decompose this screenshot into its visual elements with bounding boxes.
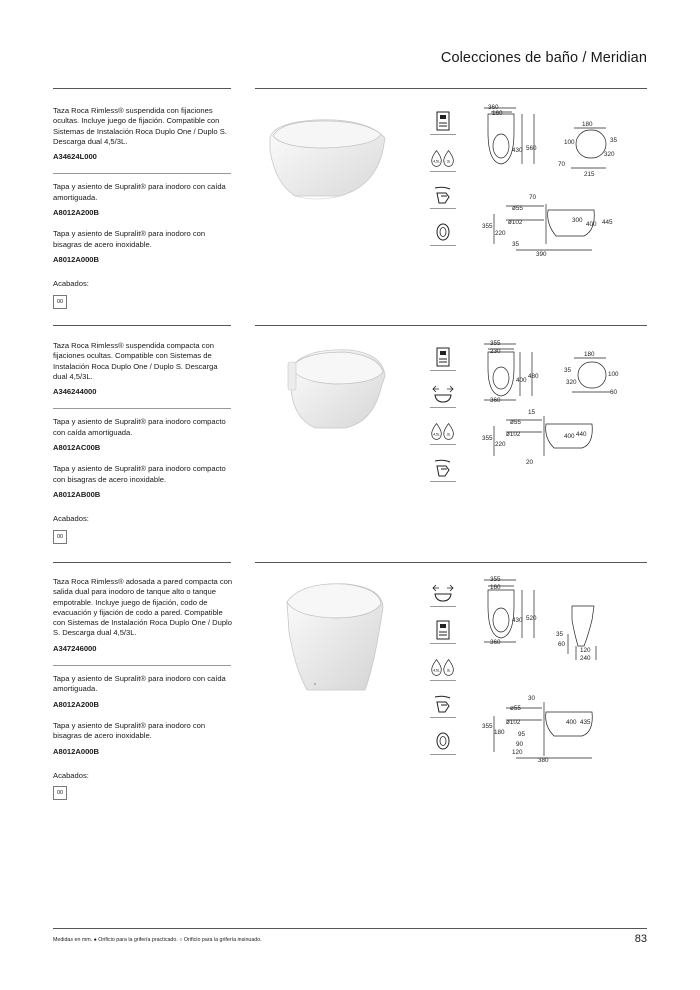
svg-text:480: 480 xyxy=(528,373,539,380)
technical-drawing xyxy=(476,340,651,470)
svg-text:35: 35 xyxy=(610,137,618,144)
product-info xyxy=(53,577,233,800)
floor-standing-toilet-image xyxy=(255,572,405,697)
hand-clean-icon xyxy=(430,182,456,209)
svg-text:380: 380 xyxy=(538,757,549,764)
feature-icons xyxy=(430,580,460,765)
svg-text:3L: 3L xyxy=(446,159,451,164)
feature-icons xyxy=(430,108,460,256)
finishes-label: Acabados: xyxy=(53,770,89,780)
svg-text:35: 35 xyxy=(512,241,520,248)
page-number: 83 xyxy=(634,933,647,945)
compact-wall-hung-toilet-image xyxy=(255,338,405,453)
finishes-label: Acabados: xyxy=(53,514,89,524)
svg-text:430: 430 xyxy=(512,147,523,154)
svg-text:220: 220 xyxy=(495,230,506,237)
svg-text:100: 100 xyxy=(564,139,575,146)
section-rule xyxy=(53,325,231,326)
seat-description: Tapa y asiento de Supralit® para inodoro compacto con caída amortiguada. xyxy=(53,417,226,437)
svg-text:35: 35 xyxy=(556,631,564,638)
svg-text:70: 70 xyxy=(558,161,566,168)
svg-text:360: 360 xyxy=(488,104,499,111)
rimless-icon xyxy=(430,219,456,246)
svg-text:4,5L: 4,5L xyxy=(433,159,440,164)
technical-drawing xyxy=(476,104,651,260)
svg-text:390: 390 xyxy=(536,251,547,258)
feature-icons xyxy=(430,344,460,492)
seat-code: A8012AB00B xyxy=(53,489,101,499)
footer-rule xyxy=(53,928,647,929)
svg-text:ø102: ø102 xyxy=(508,219,523,226)
svg-text:430: 430 xyxy=(512,617,523,624)
finish-swatch[interactable]: 00 xyxy=(53,786,67,800)
seat-description: Tapa y asiento de Supralit® para inodoro con bisagras de acero inoxidable. xyxy=(53,720,206,741)
product-description: Taza Roca Rimless® suspendida compacta con fijaciones ocultas. Compatible con Sistemas de Instalación Roca Duplo One / Duplo S. Descarga dual 4,5/3L. xyxy=(53,341,218,381)
section-rule xyxy=(53,562,231,563)
finish-swatch[interactable]: 00 xyxy=(53,295,67,309)
svg-text:400: 400 xyxy=(566,719,577,726)
hand-clean-icon xyxy=(430,691,456,718)
svg-text:560: 560 xyxy=(526,145,537,152)
svg-text:230: 230 xyxy=(490,348,501,355)
svg-text:4,5L: 4,5L xyxy=(433,432,440,437)
svg-text:355: 355 xyxy=(490,340,501,347)
finish-swatch[interactable]: 00 xyxy=(53,530,67,544)
svg-text:70: 70 xyxy=(529,194,537,201)
svg-text:180: 180 xyxy=(582,121,593,128)
seat-code: A8012A200B xyxy=(53,699,100,709)
svg-text:60: 60 xyxy=(558,641,566,648)
svg-text:440: 440 xyxy=(576,431,587,438)
duplo-frame-icon xyxy=(430,344,456,371)
seat-code: A8012A000B xyxy=(53,254,100,264)
svg-text:355: 355 xyxy=(482,723,493,730)
svg-text:120: 120 xyxy=(580,647,591,654)
rimless-icon xyxy=(430,728,456,755)
svg-text:35: 35 xyxy=(564,367,572,374)
dual-flush-icon xyxy=(430,654,456,681)
svg-text:3L: 3L xyxy=(446,668,451,673)
footer-note: Medidas en mm. ● Orificio para la grifería practicado. ○ Orificio para la grifería insinuado. xyxy=(53,937,262,943)
svg-text:160: 160 xyxy=(492,110,503,117)
svg-text:400: 400 xyxy=(516,377,527,384)
svg-text:60: 60 xyxy=(610,389,618,396)
svg-text:400: 400 xyxy=(564,433,575,440)
seat-description: Tapa y asiento de Supralit® para inodoro compacto con bisagras de acero inoxidable. xyxy=(53,464,226,484)
dual-flush-icon xyxy=(430,145,456,172)
svg-text:180: 180 xyxy=(494,729,505,736)
compact-icon xyxy=(430,381,456,408)
seat-code: A8012AC00B xyxy=(53,443,101,453)
svg-text:320: 320 xyxy=(566,379,577,386)
svg-text:15: 15 xyxy=(528,409,536,416)
svg-text:20: 20 xyxy=(526,459,534,466)
svg-text:215: 215 xyxy=(584,171,595,178)
svg-text:520: 520 xyxy=(526,615,537,622)
svg-text:240: 240 xyxy=(580,655,591,662)
svg-text:120: 120 xyxy=(512,749,523,756)
dual-flush-icon xyxy=(430,418,456,445)
wall-hung-toilet-image xyxy=(255,108,405,223)
svg-text:95: 95 xyxy=(518,731,526,738)
technical-drawing xyxy=(476,576,651,766)
svg-text:400: 400 xyxy=(586,221,597,228)
page-title: Colecciones de baño / Meridian xyxy=(440,50,647,66)
seat-code: A8012A200B xyxy=(53,208,100,218)
svg-text:160: 160 xyxy=(490,584,501,591)
svg-text:100: 100 xyxy=(608,371,619,378)
duplo-frame-icon xyxy=(430,108,456,135)
product-code: A346244000 xyxy=(53,387,97,397)
finishes-label: Acabados: xyxy=(53,279,89,289)
svg-text:180: 180 xyxy=(584,351,595,358)
divider xyxy=(53,665,231,666)
svg-text:ø55: ø55 xyxy=(512,205,523,212)
svg-text:ø55: ø55 xyxy=(510,705,521,712)
section-rule xyxy=(255,325,647,326)
section-rule xyxy=(255,562,647,563)
svg-text:4,5L: 4,5L xyxy=(433,668,440,673)
seat-code: A8012A000B xyxy=(53,746,100,756)
svg-text:30: 30 xyxy=(528,695,536,702)
svg-text:90: 90 xyxy=(516,741,524,748)
svg-text:355: 355 xyxy=(482,223,493,230)
product-code: A347246000 xyxy=(53,643,97,653)
svg-text:220: 220 xyxy=(495,441,506,448)
hand-clean-icon xyxy=(430,455,456,482)
svg-text:ø102: ø102 xyxy=(506,719,521,726)
svg-text:355: 355 xyxy=(482,435,493,442)
svg-text:360: 360 xyxy=(490,397,501,404)
svg-text:3L: 3L xyxy=(446,432,451,437)
section-rule xyxy=(53,88,231,89)
product-info xyxy=(53,341,233,544)
seat-description: Tapa y asiento de Supralit® para inodoro con caída amortiguada. xyxy=(53,182,226,202)
seat-description: Tapa y asiento de Supralit® para inodoro con caída amortiguada. xyxy=(53,674,226,694)
svg-text:445: 445 xyxy=(602,219,613,226)
product-code: A34624L000 xyxy=(53,152,97,162)
section-rule xyxy=(255,88,647,89)
svg-text:320: 320 xyxy=(604,151,615,158)
svg-text:360: 360 xyxy=(490,639,501,646)
svg-text:355: 355 xyxy=(490,576,501,583)
divider xyxy=(53,173,231,174)
svg-text:435: 435 xyxy=(580,719,591,726)
compact-icon xyxy=(430,580,456,607)
seat-description: Tapa y asiento de Supralit® para inodoro con bisagras de acero inoxidable. xyxy=(53,229,206,249)
svg-text:ø102: ø102 xyxy=(506,431,521,438)
svg-text:300: 300 xyxy=(572,217,583,224)
svg-text:ø55: ø55 xyxy=(510,419,521,426)
product-description: Taza Roca Rimless® adosada a pared compacta con salida dual para inodoro de tanque alto o tanque empotrable. Incluye juego de fijación, codo de evacuación y fijación de codo a pared. Compatible con Sistemas de Instalación Roca Duplo One / Duplo S. Descarga dual 4,5/3L. xyxy=(53,577,233,638)
duplo-frame-icon xyxy=(430,617,456,644)
product-description: Taza Roca Rimless® suspendida con fijaciones ocultas. Incluye juego de fijación. Compatible con Sistemas de Instalación Roca Duplo One / Duplo S. Descarga dual 4,5/3L. xyxy=(53,106,227,146)
product-info xyxy=(53,106,233,309)
divider xyxy=(53,408,231,409)
